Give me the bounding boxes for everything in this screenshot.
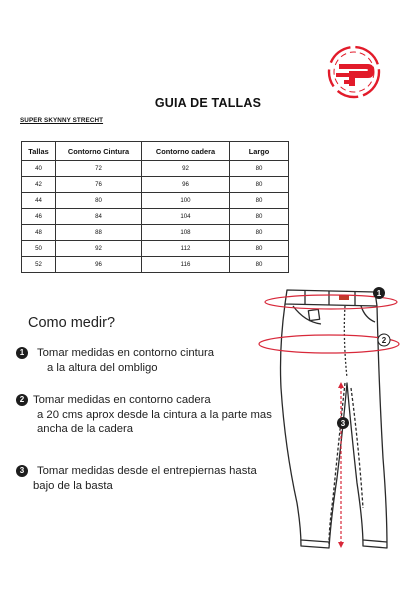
cell-cadera: 104 (142, 209, 230, 225)
how-to-heading: Como medir? (28, 315, 116, 331)
table-row (22, 257, 289, 273)
cell-cadera: 108 (142, 225, 230, 241)
column-header-contorno-cintura: Contorno Cintura (56, 142, 142, 161)
column-header-tallas: Tallas (22, 142, 56, 161)
table-row (22, 193, 289, 209)
cell-cadera: 116 (142, 257, 230, 273)
step-line: Tomar medidas desde el entrepiernas hasta (37, 465, 257, 477)
cell-cintura: 72 (56, 161, 142, 177)
cell-largo: 80 (230, 241, 289, 257)
brand-logo (322, 40, 386, 104)
step-line: Tomar medidas en contorno cintura (37, 347, 215, 359)
step-number-badge: 1 (16, 347, 28, 359)
product-name: SUPER SKYNNY STRECHT (20, 117, 104, 124)
jeans-measurement-diagram (245, 278, 415, 578)
marker-1 (373, 287, 385, 299)
column-header-largo: Largo (230, 142, 289, 161)
marker-2 (378, 334, 390, 346)
cell-cadera: 96 (142, 177, 230, 193)
cell-cintura: 76 (56, 177, 142, 193)
page-title: GUIA DE TALLAS (154, 96, 262, 110)
cell-largo: 80 (230, 225, 289, 241)
table-row (22, 209, 289, 225)
cell-talla: 50 (22, 241, 56, 257)
cell-talla: 44 (22, 193, 56, 209)
cell-cintura: 84 (56, 209, 142, 225)
cell-largo: 80 (230, 161, 289, 177)
cell-cadera: 100 (142, 193, 230, 209)
cell-largo: 80 (230, 257, 289, 273)
jeans-outline (281, 290, 388, 548)
table-row (22, 241, 289, 257)
table-row (22, 161, 289, 177)
cell-cintura: 80 (56, 193, 142, 209)
step-number-badge: 3 (16, 465, 28, 477)
step-number-badge: 2 (16, 394, 28, 406)
svg-text:3: 3 (340, 419, 346, 428)
cell-talla: 46 (22, 209, 56, 225)
cell-cadera: 112 (142, 241, 230, 257)
cell-talla: 52 (22, 257, 56, 273)
cell-largo: 80 (230, 209, 289, 225)
table-row (22, 177, 289, 193)
step-line: bajo de la basta (33, 479, 113, 492)
cell-largo: 80 (230, 193, 289, 209)
cell-cadera: 92 (142, 161, 230, 177)
cell-talla: 40 (22, 161, 56, 177)
cell-cintura: 96 (56, 257, 142, 273)
table-header-row (22, 142, 289, 161)
step-line: ancha de la cadera (37, 423, 134, 435)
svg-text:2: 2 (381, 336, 387, 345)
cell-cintura: 88 (56, 225, 142, 241)
table-row (22, 225, 289, 241)
cell-talla: 42 (22, 177, 56, 193)
cell-talla: 48 (22, 225, 56, 241)
step-line: Tomar medidas en contorno cadera (33, 394, 211, 406)
cell-largo: 80 (230, 177, 289, 193)
size-table (21, 141, 289, 273)
column-header-contorno-cadera: Contorno cadera (142, 142, 230, 161)
step-line: a 20 cms aprox desde la cintura a la parte mas (37, 408, 272, 421)
svg-text:1: 1 (376, 289, 382, 298)
marker-3 (337, 417, 349, 429)
cell-cintura: 92 (56, 241, 142, 257)
step-line: a la altura del ombligo (47, 361, 158, 374)
